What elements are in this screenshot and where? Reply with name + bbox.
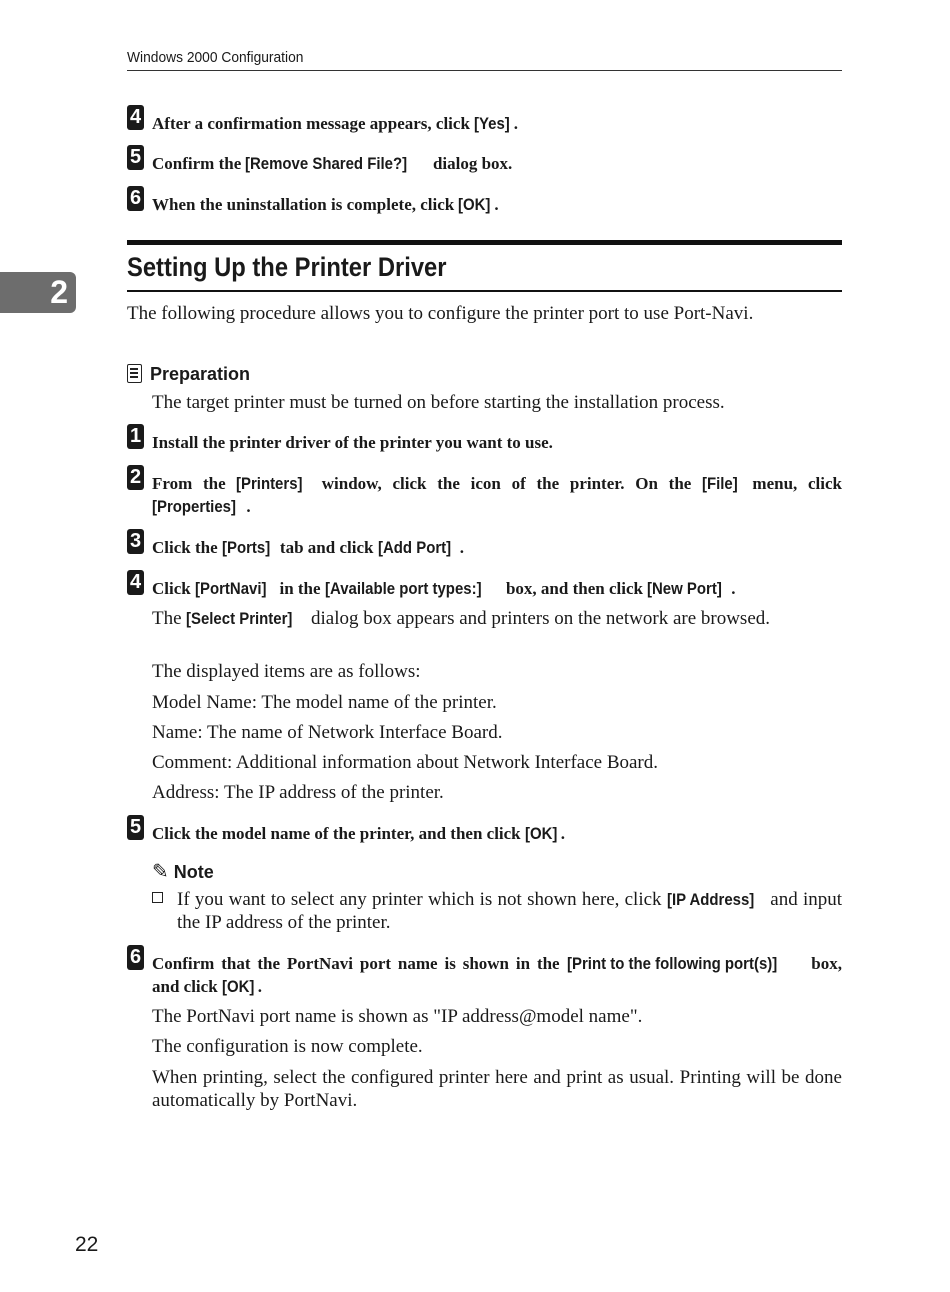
top-step-6: 6 When the uninstallation is complete, click [OK] . <box>127 186 842 216</box>
step-number-badge: 3 <box>127 529 144 554</box>
step-number-badge: 4 <box>127 105 144 130</box>
file-menu-ref: [File] <box>702 474 738 493</box>
step-4-body-4: Name: The name of Network Interface Board. <box>152 722 503 743</box>
available-port-types-ref: [Available port types:] <box>324 579 482 598</box>
section-title: Setting Up the Printer Driver <box>127 252 447 282</box>
preparation-icon <box>127 364 142 383</box>
running-header: Windows 2000 Configuration <box>127 49 304 66</box>
step-number-badge: 2 <box>127 465 144 490</box>
step-3: 3 Click the [Ports] tab and click [Add Port] . <box>127 529 842 559</box>
header-rule <box>127 70 842 71</box>
step-number-badge: 5 <box>127 815 144 840</box>
checkbox-bullet-icon <box>152 892 163 903</box>
chapter-tab: 2 <box>0 272 76 313</box>
ip-address-button-ref: [IP Address] <box>666 890 755 909</box>
step-6-body-2: The configuration is now complete. <box>152 1036 423 1057</box>
yes-button-ref: [Yes] <box>474 114 510 133</box>
new-port-button-ref: [New Port] <box>647 579 723 598</box>
top-step-5: 5 Confirm the [Remove Shared File?] dialog box. <box>127 145 842 175</box>
preparation-heading: Preparation <box>127 362 250 386</box>
step-number-badge: 6 <box>127 186 144 211</box>
note-item: If you want to select any printer which is not shown here, click [IP Address] and input the IP address of the printer. <box>152 888 842 934</box>
step-number-badge: 6 <box>127 945 144 970</box>
print-to-ports-ref: [Print to the following port(s)] <box>566 954 777 973</box>
note-heading: ✎ Note <box>152 859 214 883</box>
step-6-body-3: When printing, select the configured printer here and print as usual. Printing will be done automatically by PortNavi. <box>152 1067 842 1111</box>
step-4: 4 Click [PortNavi] in the [Available port types:] box, and then click [New Port] . <box>127 570 842 600</box>
step-4-body-1: The [Select Printer] dialog box appears and printers on the network are browsed. <box>152 608 771 629</box>
section-rule-bottom <box>127 290 842 292</box>
step-5: 5 Click the model name of the printer, and then click [OK] . <box>127 815 842 845</box>
select-printer-dialog-ref: [Select Printer] <box>186 609 293 628</box>
properties-ref: [Properties] <box>152 497 236 516</box>
ok-button-ref: [OK] <box>458 195 491 214</box>
step-4-body-5: Comment: Additional information about Network Interface Board. <box>152 752 659 773</box>
step-number-badge: 4 <box>127 570 144 595</box>
step-4-body-6: Address: The IP address of the printer. <box>152 782 444 803</box>
step-number-badge: 5 <box>127 145 144 170</box>
ports-tab-ref: [Ports] <box>221 538 271 557</box>
section-intro: The following procedure allows you to configure the printer port to use Port-Navi. <box>127 303 754 324</box>
step-4-body-2: The displayed items are as follows: <box>152 661 421 682</box>
step-1: 1 Install the printer driver of the printer you want to use. <box>127 424 842 454</box>
step-number-badge: 1 <box>127 424 144 449</box>
add-port-button-ref: [Add Port] <box>377 538 451 557</box>
step-4-body-3: Model Name: The model name of the printer. <box>152 692 497 713</box>
section-rule-top <box>127 240 842 245</box>
step-6-body-1: The PortNavi port name is shown as "IP address@model name". <box>152 1006 643 1027</box>
ok-button-ref: [OK] <box>524 824 558 843</box>
top-step-4: 4 After a confirmation message appears, click [Yes] . <box>127 105 842 135</box>
page-number: 22 <box>75 1233 99 1256</box>
preparation-text: The target printer must be turned on before starting the installation process. <box>152 392 725 413</box>
portnavi-ref: [PortNavi] <box>194 579 267 598</box>
printers-window-ref: [Printers] <box>236 474 303 493</box>
remove-shared-file-dialog-ref: [Remove Shared File?] <box>245 154 408 173</box>
step-6: 6 Confirm that the PortNavi port name is shown in the [Print to the following port(s)] box, and click [OK] . <box>127 945 842 998</box>
pencil-icon: ✎ <box>152 859 169 883</box>
ok-button-ref: [OK] <box>221 977 255 996</box>
step-2: 2 From the [Printers] window, click the icon of the printer. On the [File] menu, click [Properties] . <box>127 465 842 518</box>
